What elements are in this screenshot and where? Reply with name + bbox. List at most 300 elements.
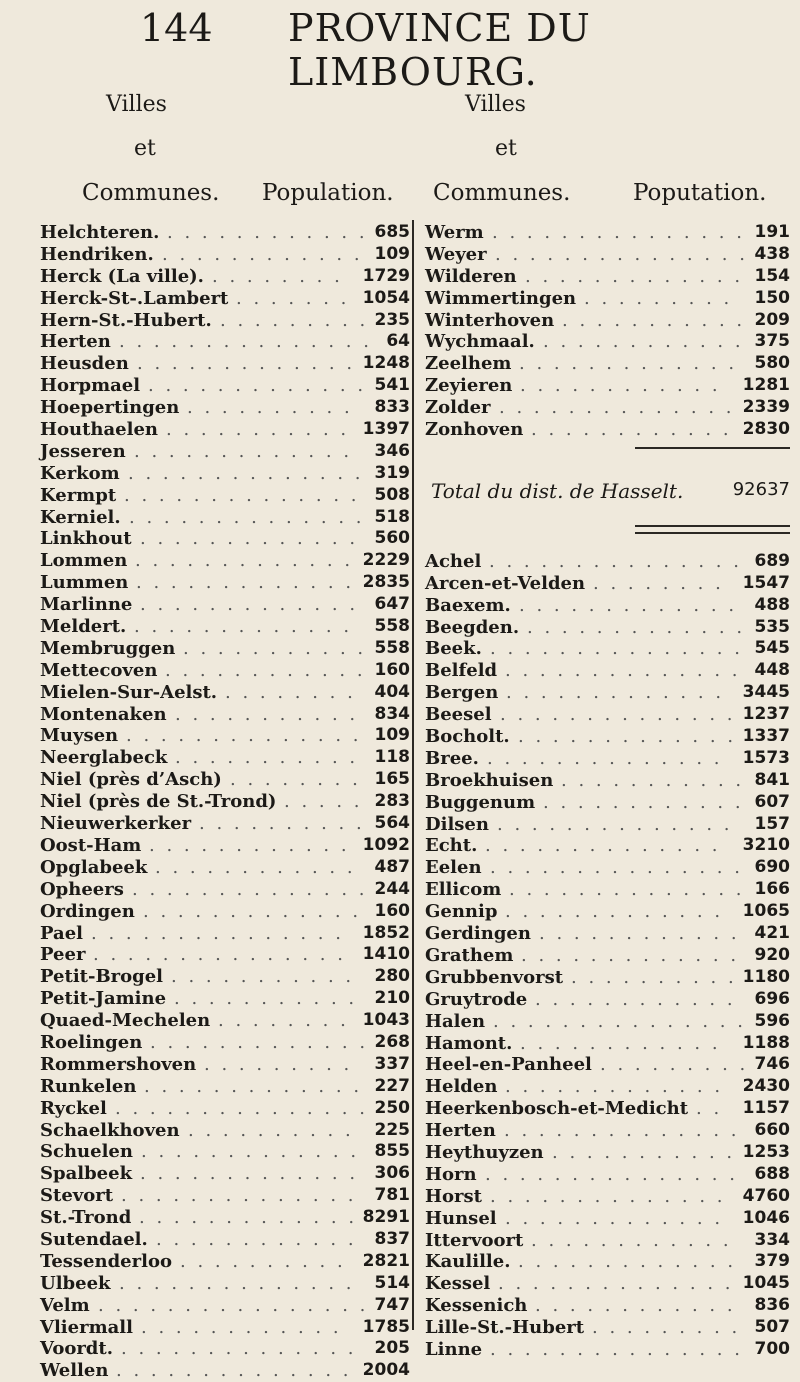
population-value: 150: [754, 287, 790, 308]
table-row: [40, 463, 410, 485]
table-row: [40, 660, 410, 682]
population-value: 280: [374, 966, 410, 987]
population-value: 1785: [362, 1316, 410, 1337]
commune-name: Beek.: [425, 638, 482, 660]
table-row: [425, 989, 790, 1011]
population-value: 558: [374, 616, 410, 637]
leader-dots: . . . . . . . . . . . . .: [135, 550, 354, 572]
leader-dots: . . . . . . . . . . .: [552, 1141, 736, 1163]
table-row: [425, 1120, 790, 1142]
population-value: 1729: [362, 265, 410, 286]
leader-dots: . . . . . . . . . . . . . . .: [490, 638, 743, 660]
table-row: [425, 1208, 790, 1230]
commune-name: Heerkenbosch-et-Medicht: [425, 1098, 689, 1120]
population-value: 836: [754, 1295, 790, 1316]
population-value: 696: [754, 988, 790, 1009]
leader-dots: . . . . . . . . . . . . . .: [126, 725, 362, 747]
table-row: [40, 704, 410, 726]
table-row: [425, 660, 790, 682]
commune-name: Helchteren.: [40, 222, 160, 243]
leader-dots: . . . . . . . . . . .: [175, 703, 359, 725]
leader-dots: . . . . . . . . . . . . . .: [487, 747, 723, 769]
population-value: 1573: [742, 747, 790, 768]
leader-dots: . . . . . . . . . . . . . .: [121, 1338, 357, 1360]
commune-name: Marlinne: [40, 594, 133, 616]
leader-dots: . . . . . . . .: [225, 681, 356, 703]
heading-population: Poputation.: [633, 180, 767, 206]
table-row: [40, 966, 410, 988]
population-value: 596: [754, 1010, 790, 1031]
commune-name: Achel: [425, 550, 482, 572]
leader-dots: . . . . . . . . . . . . . .: [490, 1185, 726, 1207]
table-row: [425, 288, 790, 310]
running-title: PROVINCE DU LIMBOURG.: [288, 6, 591, 94]
total-value: 92637: [732, 478, 790, 500]
leader-dots: . . . . . . . . . . . .: [162, 243, 363, 265]
population-value: 487: [374, 856, 410, 877]
population-value: 685: [374, 222, 410, 242]
table-row: [425, 1142, 790, 1164]
table-row: [425, 1230, 790, 1252]
population-value: 210: [374, 988, 410, 1009]
commune-name: Wellen: [40, 1360, 109, 1382]
commune-name: Kessenich: [425, 1295, 528, 1317]
population-value: 747: [374, 1294, 410, 1315]
table-row: [425, 419, 790, 441]
table-row: [40, 1032, 410, 1054]
table-row: [425, 595, 790, 617]
population-value: 250: [374, 1097, 410, 1118]
table-row: [40, 222, 410, 244]
population-value: 337: [374, 1053, 410, 1074]
heading-communes: Communes.: [433, 180, 571, 206]
leader-dots: . . . . . . . . . . . . .: [519, 353, 738, 375]
population-value: 607: [754, 791, 790, 812]
table-row: [425, 1186, 790, 1208]
table-row: [425, 770, 790, 792]
population-value: 647: [374, 594, 410, 615]
leader-dots: . . . . . . . . . . . . . .: [498, 1273, 734, 1295]
population-value: 1046: [742, 1207, 790, 1228]
commune-name: Kessel: [425, 1273, 491, 1295]
leader-dots: . . . . . . . . . . . . . .: [124, 484, 360, 506]
table-row: [425, 266, 790, 288]
population-value: 191: [754, 222, 790, 242]
leader-dots: . . . . . . . . . . . . .: [134, 616, 353, 638]
commune-name: Echt.: [425, 835, 478, 857]
leader-dots: . . . . . . . . . . . . . .: [504, 1120, 740, 1142]
table-row: [40, 1317, 410, 1339]
left-column-heading: [40, 92, 410, 222]
table-row: [40, 375, 410, 397]
commune-name: Gennip: [425, 901, 498, 923]
table-row: [425, 1295, 790, 1317]
right-rows-top: [425, 222, 790, 441]
commune-name: Roelingen: [40, 1031, 143, 1053]
table-row: [425, 704, 790, 726]
commune-name: Ittervoort: [425, 1229, 524, 1251]
leader-dots: . . . . . . . . . . . .: [531, 419, 732, 441]
table-row: [40, 857, 410, 879]
leader-dots: . . . . . . . . . . . . . . .: [115, 1097, 368, 1119]
leader-dots: . . . . . . .: [236, 287, 350, 309]
table-row: [40, 594, 410, 616]
leader-dots: . . . . . . . . . . .: [171, 966, 355, 988]
commune-name: Herck-St-.Lambert: [40, 287, 229, 309]
commune-name: Peer: [40, 944, 86, 966]
population-value: 700: [754, 1338, 790, 1359]
commune-name: Montenaken: [40, 703, 167, 725]
commune-name: Opglabeek: [40, 856, 148, 878]
table-row: [40, 1207, 410, 1229]
commune-name: Zonhoven: [425, 419, 524, 441]
table-row: [425, 1098, 790, 1120]
leader-dots: . . . . . . . . . . . .: [539, 923, 740, 945]
population-value: 3445: [742, 682, 790, 703]
population-value: 244: [374, 878, 410, 899]
leader-dots: . . . . . . . . .: [220, 309, 369, 331]
leader-dots: . . . . . . . . . . . . .: [505, 1076, 724, 1098]
population-value: 855: [374, 1141, 410, 1162]
population-value: 157: [754, 813, 790, 834]
leader-dots: . . . . . . . . . . . . .: [136, 572, 355, 594]
leader-dots: . . . . . . . . . . . . . .: [500, 704, 736, 726]
table-row: [425, 682, 790, 704]
leader-dots: . . . . . . . . . . . . . .: [505, 660, 741, 682]
commune-name: Broekhuisen: [425, 769, 554, 791]
commune-name: Jesseren: [40, 440, 126, 462]
population-value: 2004: [362, 1360, 410, 1381]
table-row: [425, 857, 790, 879]
population-value: 541: [374, 375, 410, 396]
table-row: [40, 1229, 410, 1251]
population-value: 166: [754, 879, 790, 900]
table-row: [40, 944, 410, 966]
population-value: 1092: [362, 834, 410, 855]
population-value: 1045: [742, 1273, 790, 1294]
leader-dots: . . . . . . . . . . . . .: [519, 594, 738, 616]
leader-dots: . . . . . . . . . . . . . . .: [492, 222, 745, 243]
commune-name: Wimmertingen: [425, 287, 577, 309]
population-value: 109: [374, 725, 410, 746]
commune-name: Rommershoven: [40, 1053, 197, 1075]
leader-dots: . . . . . . . .: [218, 1010, 349, 1032]
population-value: 64: [386, 331, 410, 352]
heading-et: et: [495, 136, 517, 161]
leader-dots: . . . . . . . . . . . . . . .: [490, 1338, 743, 1360]
population-value: 1410: [362, 944, 410, 965]
commune-name: Schaelkhoven: [40, 1119, 180, 1141]
population-value: 841: [754, 769, 790, 790]
district-total: [425, 441, 790, 551]
total-row: [431, 479, 790, 503]
population-value: 2339: [742, 397, 790, 418]
commune-name: Hunsel: [425, 1207, 497, 1229]
leader-dots: . . . . . . . .: [593, 572, 724, 594]
commune-name: Grathem: [425, 944, 514, 966]
commune-name: Zolder: [425, 397, 491, 419]
leader-dots: . . . . . . . . . .: [571, 966, 737, 988]
heading-et: et: [134, 136, 156, 161]
leader-dots: . . . . . . . . . . . . .: [521, 944, 740, 966]
population-value: 1852: [362, 922, 410, 943]
leader-dots: . . . . . . . . . . . . . . .: [495, 243, 748, 265]
population-value: 535: [754, 616, 790, 637]
commune-name: Horn: [425, 1163, 477, 1185]
leader-dots: . . . . . . . . . . . . .: [137, 353, 356, 375]
commune-name: Quaed-Mechelen: [40, 1010, 211, 1032]
leader-dots: . . . . . . . . . . . . .: [139, 1207, 358, 1229]
table-row: [425, 1251, 790, 1273]
commune-name: Gerdingen: [425, 923, 531, 945]
leader-dots: . . . . . . . . . . . . . . .: [119, 331, 372, 353]
table-row: [40, 485, 410, 507]
commune-name: Lummen: [40, 572, 129, 594]
leader-dots: . . . . . . . . .: [204, 1053, 353, 1075]
table-row: [40, 1273, 410, 1295]
population-value: 306: [374, 1163, 410, 1184]
table-row: [425, 835, 790, 857]
population-value: 508: [374, 484, 410, 505]
table-row: [40, 244, 410, 266]
commune-name: Baexem.: [425, 594, 511, 616]
population-value: 154: [754, 265, 790, 286]
commune-name: Hendriken.: [40, 243, 154, 265]
table-row: [425, 879, 790, 901]
commune-name: Eelen: [425, 857, 482, 879]
table-row: [40, 879, 410, 901]
table-row: [40, 550, 410, 572]
population-value: 488: [754, 594, 790, 615]
leader-dots: . . . . . . . .: [212, 265, 343, 287]
commune-name: Ellicom: [425, 879, 502, 901]
table-row: [425, 748, 790, 770]
commune-name: Linne: [425, 1338, 483, 1360]
leader-dots: . . . . . . . . . . . . . . .: [490, 857, 743, 879]
leader-dots: . . . . . . . . . . .: [562, 309, 746, 331]
leader-dots: . . . . . . . . . . . . .: [150, 1031, 369, 1053]
table-row: [40, 288, 410, 310]
table-row: [40, 441, 410, 463]
population-value: 518: [374, 506, 410, 527]
population-value: 379: [754, 1251, 790, 1272]
commune-name: Wychmaal.: [425, 331, 535, 353]
commune-name: Opheers: [40, 878, 124, 900]
population-value: 209: [754, 309, 790, 330]
table-row: [40, 397, 410, 419]
commune-name: Bocholt.: [425, 726, 510, 748]
population-value: 690: [754, 857, 790, 878]
population-value: 580: [754, 353, 790, 374]
population-value: 319: [374, 462, 410, 483]
leader-dots: . . . . . . . . . . . . . .: [116, 1360, 352, 1382]
commune-name: Velm: [40, 1294, 90, 1316]
leader-dots: . . . . . . . . . . . . .: [527, 616, 746, 638]
page-number: 144: [140, 6, 213, 50]
population-value: 118: [374, 747, 410, 768]
page-header: [0, 6, 800, 94]
population-value: 833: [374, 397, 410, 418]
table-row: [425, 375, 790, 397]
leader-dots: . . . . . . . . . . . . . .: [119, 1272, 355, 1294]
leader-dots: . . . . . . . . . . . . . .: [509, 879, 745, 901]
leader-dots: . . . . . . . . . .: [180, 1250, 346, 1272]
leader-dots: . . . . . . . . . . . . .: [506, 682, 725, 704]
population-value: 837: [374, 1228, 410, 1249]
commune-name: Zeelhem: [425, 353, 512, 375]
commune-name: Petit-Jamine: [40, 988, 167, 1010]
total-rule-top: [635, 447, 790, 449]
population-value: 1397: [362, 419, 410, 440]
table-row: [425, 617, 790, 639]
table-row: [40, 572, 410, 594]
leader-dots: . . . . . . . . . . . .: [520, 375, 721, 397]
table-row: [425, 814, 790, 836]
commune-name: Helden: [425, 1076, 498, 1098]
table-row: [425, 1339, 790, 1361]
population-value: 448: [754, 660, 790, 681]
commune-name: Beegden.: [425, 616, 520, 638]
population-value: 165: [374, 769, 410, 790]
population-value: 2229: [362, 550, 410, 571]
commune-name: Stevort: [40, 1185, 114, 1207]
leader-dots: . . . . .: [284, 791, 363, 813]
commune-name: Gruytrode: [425, 988, 528, 1010]
commune-name: Hern-St.-Hubert.: [40, 309, 212, 331]
left-rows: [40, 222, 410, 1382]
population-value: 558: [374, 637, 410, 658]
leader-dots: . . . . . . . . . . .: [174, 988, 358, 1010]
leader-dots: . . . . . . . . . . . . . . .: [485, 1163, 738, 1185]
population-value: 404: [374, 681, 410, 702]
commune-name: Wilderen: [425, 265, 517, 287]
leader-dots: . . . . . . . . . . . . . .: [499, 397, 735, 419]
table-row: [40, 791, 410, 813]
leader-dots: . . . . . . . . . . . . . . .: [489, 550, 742, 572]
table-row: [40, 1076, 410, 1098]
commune-name: Bergen: [425, 682, 499, 704]
leader-dots: . . . . . . . . . . . . .: [518, 1251, 737, 1273]
commune-name: Neerglabeck: [40, 747, 168, 769]
table-row: [40, 507, 410, 529]
commune-name: Kaulille.: [425, 1251, 511, 1273]
commune-name: Grubbenvorst: [425, 966, 564, 988]
population-value: 4760: [742, 1185, 790, 1206]
leader-dots: . . . . . . . . .: [584, 287, 733, 309]
table-row: [425, 792, 790, 814]
leader-dots: . . . . . . . . . . . . .: [148, 375, 367, 397]
table-row: [40, 638, 410, 660]
right-column-heading: [425, 92, 790, 222]
commune-name: Linkhout: [40, 528, 132, 550]
leader-dots: . . . . . . . . . .: [188, 1119, 354, 1141]
table-row: [425, 222, 790, 244]
leader-dots: . . . . . . . . . . .: [561, 769, 745, 791]
commune-name: Meldert.: [40, 616, 127, 638]
population-value: 160: [374, 900, 410, 921]
population-value: 514: [374, 1272, 410, 1293]
commune-name: Niel (près de St.-Trond): [40, 791, 277, 813]
leader-dots: . . . . . . . . .: [592, 1317, 741, 1339]
leader-dots: . . . . . . . . . . . . .: [144, 1075, 363, 1097]
commune-name: Lommen: [40, 550, 128, 572]
population-value: 334: [754, 1229, 790, 1250]
table-row: [40, 1054, 410, 1076]
population-value: 346: [374, 440, 410, 461]
table-row: [425, 551, 790, 573]
population-value: 560: [374, 528, 410, 549]
table-row: [40, 1120, 410, 1142]
table-row: [40, 419, 410, 441]
commune-name: Oost-Ham: [40, 834, 142, 856]
commune-name: Belfeld: [425, 660, 498, 682]
column-divider: [412, 220, 414, 1330]
table-row: [40, 266, 410, 288]
leader-dots: . . . . . . . . . .: [199, 813, 365, 835]
population-value: 660: [754, 1120, 790, 1141]
commune-name: Horst: [425, 1185, 482, 1207]
leader-dots: . . . . . . . . . . . . .: [525, 265, 744, 287]
table-row: [40, 1098, 410, 1120]
leader-dots: . . . . . . . . .: [600, 1054, 749, 1076]
leader-dots: . . . . . . . . . . . . . .: [129, 506, 365, 528]
population-value: 564: [374, 813, 410, 834]
commune-name: Hamont.: [425, 1032, 513, 1054]
commune-name: Petit-Brogel: [40, 966, 164, 988]
population-value: 1188: [742, 1032, 790, 1053]
table-row: [40, 1141, 410, 1163]
table-row: [425, 1076, 790, 1098]
leader-dots: . . . . . . . . . . . . . .: [121, 1185, 357, 1207]
population-value: 1253: [742, 1141, 790, 1162]
commune-name: Halen: [425, 1010, 486, 1032]
commune-name: Heel-en-Panheel: [425, 1054, 592, 1076]
table-row: [40, 901, 410, 923]
population-value: 225: [374, 1119, 410, 1140]
commune-name: Tessenderloo: [40, 1250, 172, 1272]
commune-name: Ulbeek: [40, 1272, 111, 1294]
table-row: [40, 616, 410, 638]
commune-name: Mielen-Sur-Aelst.: [40, 681, 218, 703]
total-label: Total du dist. de Hasselt.: [431, 478, 684, 503]
commune-name: Ryckel: [40, 1097, 107, 1119]
leader-dots: . . . . . . . . . . . . . . . .: [98, 1294, 369, 1316]
table-row: [425, 945, 790, 967]
population-value: 2821: [362, 1250, 410, 1271]
population-value: 688: [754, 1163, 790, 1184]
table-row: [40, 725, 410, 747]
population-value: 545: [754, 638, 790, 659]
heading-population: Population.: [262, 180, 394, 206]
commune-name: Lille-St.-Hubert: [425, 1317, 585, 1339]
commune-name: Heythuyzen: [425, 1141, 544, 1163]
population-value: 1043: [362, 1010, 410, 1031]
leader-dots: . . . . . . . . . . .: [175, 747, 359, 769]
left-column: [40, 92, 410, 1382]
table-row: [40, 1010, 410, 1032]
table-row: [425, 310, 790, 332]
table-row: [425, 1273, 790, 1295]
table-row: [425, 901, 790, 923]
commune-name: Arcen-et-Velden: [425, 572, 586, 594]
leader-dots: . . . . . . . . . . . . .: [518, 726, 737, 748]
commune-name: Herck (La ville).: [40, 265, 204, 287]
table-row: [40, 353, 410, 375]
leader-dots: . . . . . . . . . . . . .: [140, 528, 359, 550]
table-row: [40, 1251, 410, 1273]
population-value: 268: [374, 1031, 410, 1052]
leader-dots: . . . . . . . . . . . . . .: [128, 462, 364, 484]
